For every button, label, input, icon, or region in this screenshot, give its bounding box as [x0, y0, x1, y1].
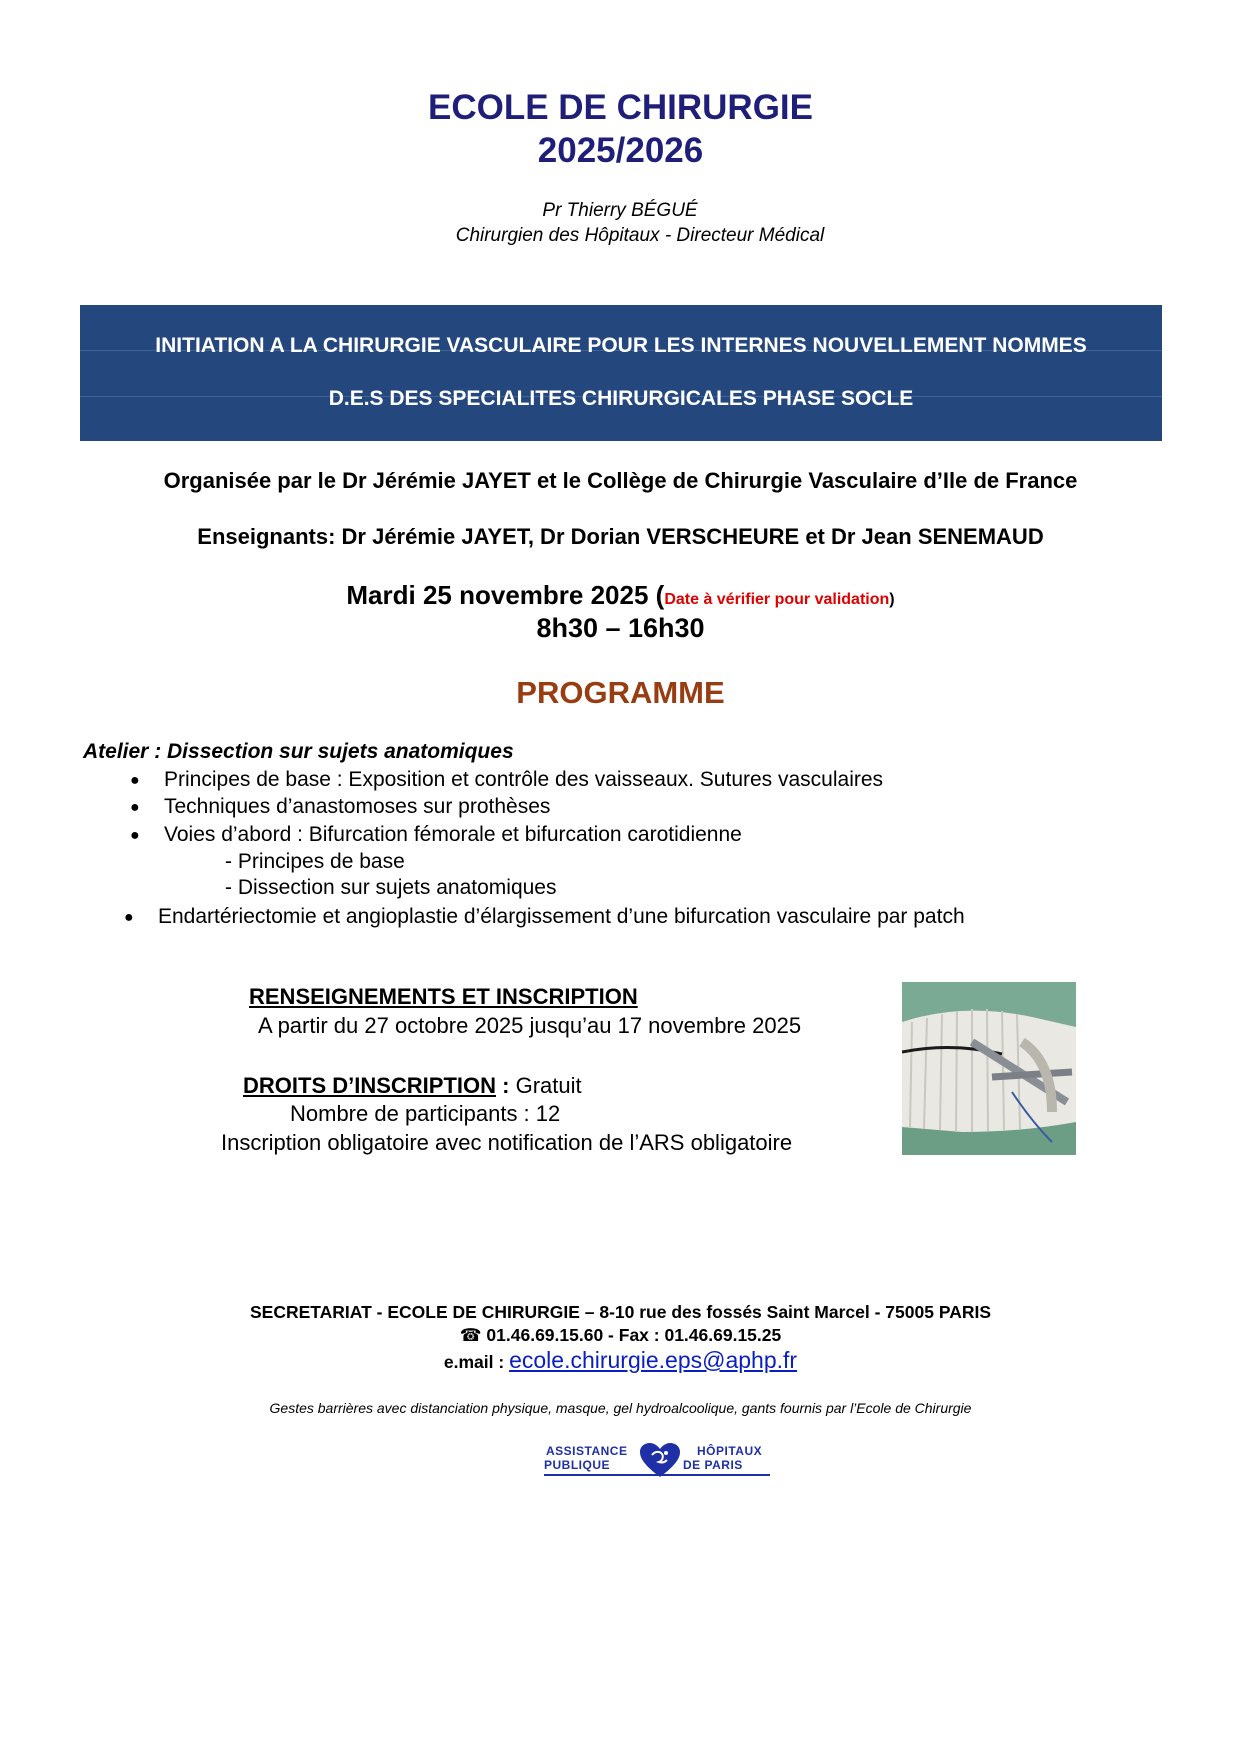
- event-hours: 8h30 – 16h30: [536, 613, 705, 643]
- logo-text: PUBLIQUE: [544, 1458, 611, 1472]
- registration-fees: [243, 1073, 582, 1099]
- phone-icon: ☎: [459, 1325, 482, 1345]
- fees-value: Gratuit: [509, 1073, 582, 1098]
- organizer-line: Organisée par le Dr Jérémie JAYET et le Collège de Chirurgie Vasculaire d’Ile de France: [163, 468, 1078, 493]
- registration-requirement: Inscription obligatoire avec notification de l’ARS obligatoire: [221, 1130, 793, 1155]
- date-paren: ): [889, 591, 895, 608]
- list-subitem: - Dissection sur sujets anatomiques: [225, 876, 557, 899]
- fees-label: DROITS D’INSCRIPTION: [243, 1073, 497, 1098]
- hygiene-notice: Gestes barrières avec distanciation physique, masque, gel hydroalcoolique, gants fournis par l’Ecole de Chirurgie: [269, 1400, 972, 1416]
- secretariat-address: SECRETARIAT - ECOLE DE CHIRURGIE – 8-10 rue des fossés Saint Marcel - 75005 PARIS: [249, 1302, 992, 1322]
- bullet-icon: ●: [130, 827, 140, 844]
- logo-text: DE PARIS: [683, 1458, 743, 1472]
- phone-numbers: 01.46.69.15.60 - Fax : 01.46.69.15.25: [481, 1325, 782, 1345]
- surgery-photo-illustration: [902, 982, 1076, 1155]
- workshop-title: Atelier : Dissection sur sujets anatomiques: [83, 740, 514, 763]
- author-role: Chirurgien des Hôpitaux - Directeur Médical: [455, 225, 825, 246]
- heart-icon: [638, 1441, 682, 1479]
- fees-colon: :: [496, 1073, 510, 1098]
- email-link[interactable]: ecole.chirurgie.eps@aphp.fr: [509, 1347, 798, 1373]
- course-title: INITIATION A LA CHIRURGIE VASCULAIRE POUR LES INTERNES NOUVELLEMENT NOMMES: [155, 334, 1087, 357]
- course-subtitle: D.E.S DES SPECIALITES CHIRURGICALES PHASE SOCLE: [328, 387, 914, 410]
- date-note: Date à vérifier pour validation: [664, 591, 890, 608]
- logo-text: ASSISTANCE: [546, 1444, 628, 1458]
- registration-title: RENSEIGNEMENTS ET INSCRIPTION: [249, 984, 638, 1009]
- programme-heading: PROGRAMME: [516, 675, 725, 710]
- registration-period: A partir du 27 octobre 2025 jusqu’au 17 novembre 2025: [258, 1013, 802, 1038]
- contact-email: [0, 1347, 1241, 1374]
- surgery-photo: [902, 982, 1076, 1155]
- logo-text: HÔPITAUX: [697, 1444, 763, 1458]
- course-banner: [80, 305, 1162, 441]
- participants-count: Nombre de participants : 12: [290, 1101, 561, 1126]
- date-text: Mardi 25 novembre 2025 (: [346, 580, 665, 610]
- list-subitem: - Principes de base: [225, 850, 405, 873]
- email-label: e.mail :: [443, 1352, 510, 1372]
- bullet-icon: ●: [130, 772, 140, 789]
- author-name: Pr Thierry BÉGUÉ: [542, 200, 698, 221]
- contact-phone: [0, 1325, 1241, 1346]
- page-title: ECOLE DE CHIRURGIE: [427, 88, 814, 127]
- list-item: Principes de base : Exposition et contrôle des vaisseaux. Sutures vasculaires: [164, 768, 884, 791]
- teachers-line: Enseignants: Dr Jérémie JAYET, Dr Dorian VERSCHEURE et Dr Jean SENEMAUD: [197, 524, 1044, 549]
- list-item: Techniques d’anastomoses sur prothèses: [164, 795, 551, 818]
- page-title-year: 2025/2026: [537, 131, 704, 170]
- list-item: Voies d’abord : Bifurcation fémorale et bifurcation carotidienne: [164, 823, 742, 846]
- list-item: Endartériectomie et angioplastie d’élargissement d’une bifurcation vasculaire par patch: [158, 905, 965, 928]
- event-date: [0, 580, 1241, 611]
- bullet-icon: ●: [124, 909, 134, 926]
- bullet-icon: ●: [130, 799, 140, 816]
- aphp-logo: [540, 1441, 780, 1481]
